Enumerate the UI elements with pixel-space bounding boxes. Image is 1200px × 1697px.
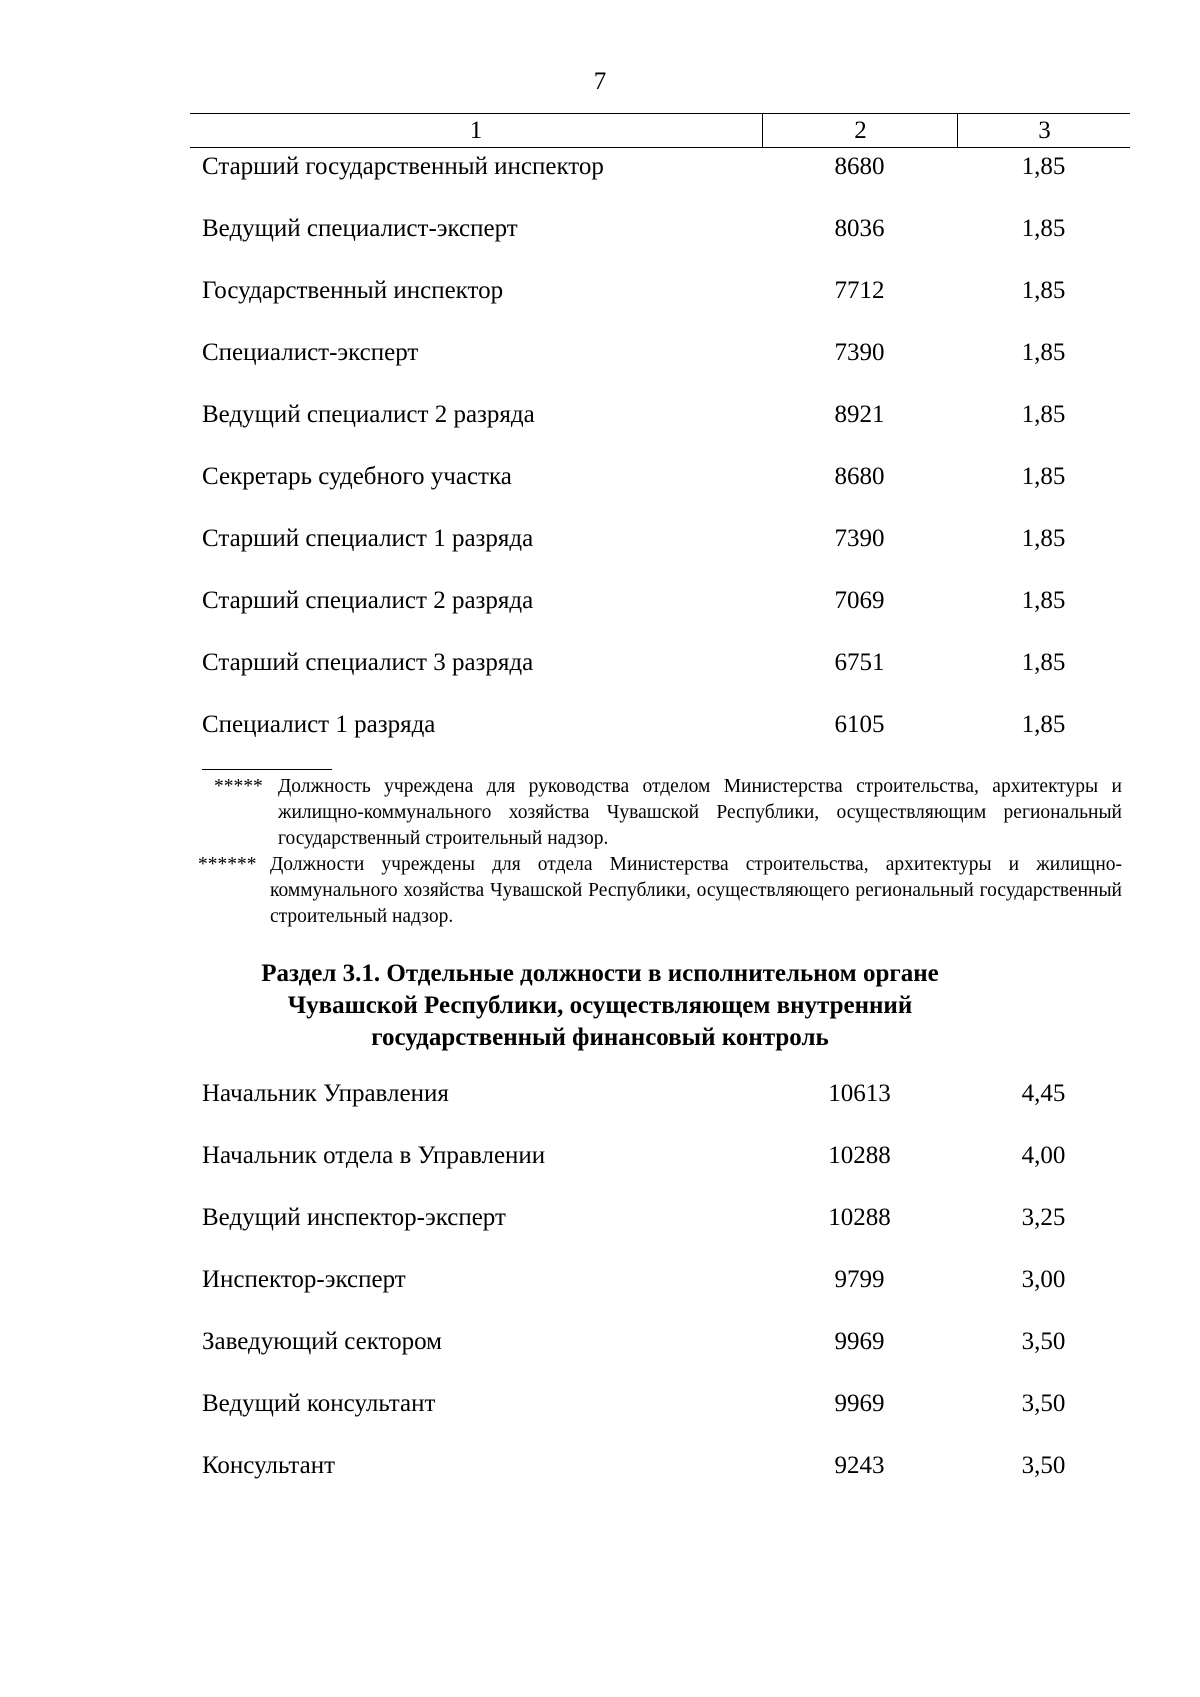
page-number: 7 <box>593 68 607 95</box>
coefficient-value: 1,85 <box>1021 339 1066 366</box>
coefficient-value: 3,50 <box>1021 1328 1066 1355</box>
table-header-col-1: 1 <box>469 117 483 144</box>
salary-value: 8680 <box>834 153 885 180</box>
coefficient-value: 3,00 <box>1021 1266 1066 1293</box>
table-row <box>0 274 1200 308</box>
position-name: Консультант <box>202 1452 336 1479</box>
table-row <box>0 646 1200 680</box>
table-row <box>0 522 1200 556</box>
position-name: Ведущий специалист 2 разряда <box>202 401 535 428</box>
salary-value: 7390 <box>834 525 885 552</box>
salary-value: 9799 <box>834 1266 885 1293</box>
coefficient-value: 1,85 <box>1021 711 1066 738</box>
position-name: Инспектор-эксперт <box>202 1266 406 1293</box>
table-header-col-3: 3 <box>957 114 1131 147</box>
footnote-marker: ****** <box>198 854 257 875</box>
position-name: Начальник отдела в Управлении <box>202 1142 546 1169</box>
position-name: Заведующий сектором <box>202 1328 442 1355</box>
coefficient-value: 1,85 <box>1021 401 1066 428</box>
salary-value: 9969 <box>834 1390 885 1417</box>
coefficient-value: 1,85 <box>1021 153 1066 180</box>
salary-value: 10288 <box>828 1204 891 1231</box>
position-name: Секретарь судебного участка <box>202 463 512 490</box>
position-name: Начальник Управления <box>202 1080 449 1107</box>
salary-value: 8921 <box>834 401 885 428</box>
position-name: Государственный инспектор <box>202 277 504 304</box>
footnote <box>198 852 1122 930</box>
salary-value: 8036 <box>834 215 885 242</box>
position-name: Старший специалист 3 разряда <box>202 649 534 676</box>
table-row <box>0 1139 1200 1173</box>
footnote-marker: ***** <box>214 776 263 797</box>
salary-value: 7069 <box>834 587 885 614</box>
table-row <box>0 460 1200 494</box>
coefficient-value: 3,50 <box>1021 1452 1066 1479</box>
position-name: Старший специалист 1 разряда <box>202 525 534 552</box>
table-row <box>0 1325 1200 1359</box>
table-row <box>0 584 1200 618</box>
table-row <box>0 398 1200 432</box>
footnote-divider <box>202 769 332 770</box>
section-title: Раздел 3.1. Отдельные должности в исполнительном органе Чувашской Республики, осуществляющем внутренний государственный финансовый контроль <box>261 960 939 1051</box>
footnote-text: Должности учреждены для отдела Министерства строительства, архитектуры и жилищно-коммунального хозяйства Чувашской Республики, осуществляющего региональный государственный строительный надзор. <box>270 854 1122 927</box>
position-name: Ведущий консультант <box>202 1390 436 1417</box>
salary-value: 7712 <box>834 277 885 304</box>
coefficient-value: 1,85 <box>1021 215 1066 242</box>
table-row <box>0 708 1200 742</box>
salary-value: 9243 <box>834 1452 885 1479</box>
table-header <box>190 113 1130 148</box>
table-header-col-2: 2 <box>762 114 958 147</box>
salary-value: 6105 <box>834 711 885 738</box>
coefficient-value: 4,00 <box>1021 1142 1066 1169</box>
position-name: Специалист-эксперт <box>202 339 419 366</box>
coefficient-value: 1,85 <box>1021 587 1066 614</box>
coefficient-value: 1,85 <box>1021 525 1066 552</box>
salary-value: 10613 <box>828 1080 891 1107</box>
coefficient-value: 3,50 <box>1021 1390 1066 1417</box>
salary-value: 8680 <box>834 463 885 490</box>
coefficient-value: 3,25 <box>1021 1204 1066 1231</box>
table-row <box>0 212 1200 246</box>
coefficient-value: 1,85 <box>1021 463 1066 490</box>
table-row <box>0 336 1200 370</box>
salary-value: 9969 <box>834 1328 885 1355</box>
salary-value: 7390 <box>834 339 885 366</box>
footnote <box>214 774 1122 852</box>
table-row <box>0 150 1200 184</box>
table-row <box>0 1387 1200 1421</box>
coefficient-value: 4,45 <box>1021 1080 1066 1107</box>
salary-value: 10288 <box>828 1142 891 1169</box>
footnote-text: Должность учреждена для руководства отделом Министерства строительства, архитектуры и жилищно-коммунального хозяйства Чувашской Республики, осуществляющим региональный государственный строительный надзор. <box>278 776 1122 849</box>
position-name: Старший специалист 2 разряда <box>202 587 534 614</box>
coefficient-value: 1,85 <box>1021 649 1066 676</box>
coefficient-value: 1,85 <box>1021 277 1066 304</box>
table-row <box>0 1263 1200 1297</box>
table-row <box>0 1201 1200 1235</box>
position-name: Специалист 1 разряда <box>202 711 436 738</box>
position-name: Старший государственный инспектор <box>202 153 604 180</box>
salary-value: 6751 <box>834 649 885 676</box>
table-row <box>0 1449 1200 1483</box>
table-row <box>0 1077 1200 1111</box>
position-name: Ведущий специалист-эксперт <box>202 215 518 242</box>
position-name: Ведущий инспектор-эксперт <box>202 1204 506 1231</box>
